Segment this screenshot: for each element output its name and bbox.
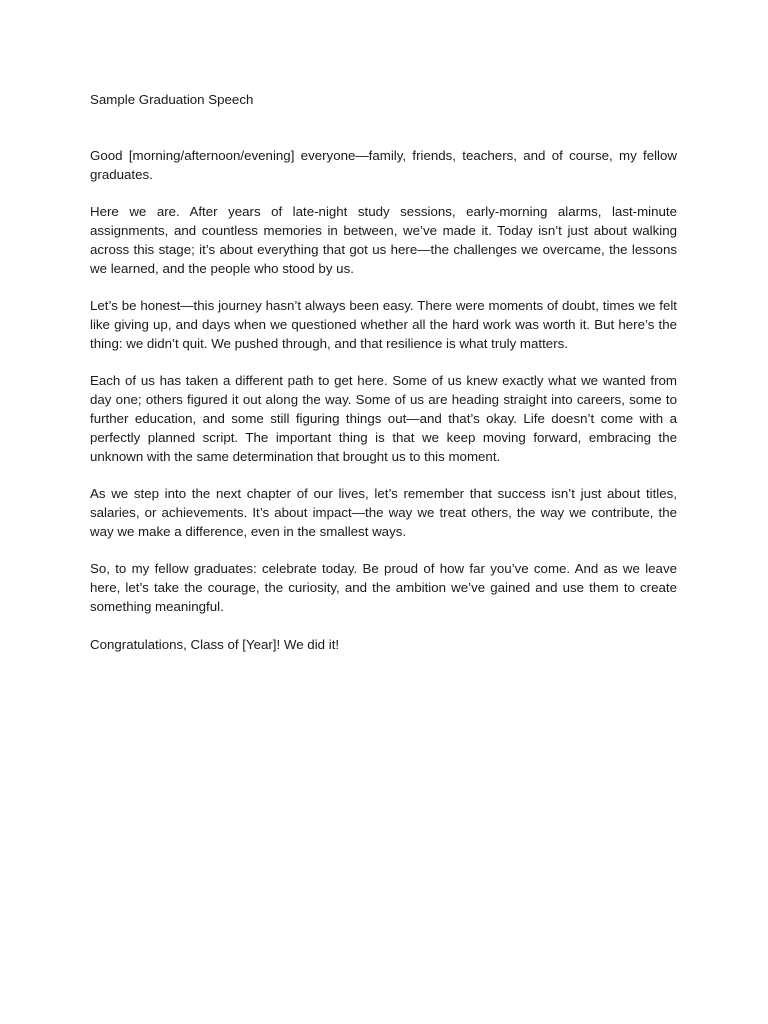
document-page	[90, 91, 677, 673]
paragraph-different-paths: Each of us has taken a different path to get here. Some of us knew exactly what we wanted from day one; others figured it out along the way. Some of us are heading straight into careers, some to further education, and some still figuring things out—and that’s okay. Life doesn’t come with a perfectly planned script. The important thing is that we keep moving forward, embracing the unknown with the same determination that brought us to this moment.	[90, 373, 677, 464]
paragraph-congratulations: Congratulations, Class of [Year]! We did it!	[90, 636, 340, 652]
paragraph-next-chapter: As we step into the next chapter of our lives, let’s remember that success isn’t just about titles, salaries, or achievements. It’s about impact—the way we treat others, the way we contribute, the way we make a difference, even in the smallest ways.	[90, 486, 677, 539]
document-title: Sample Graduation Speech	[90, 92, 254, 107]
paragraph-greeting: Good [morning/afternoon/evening] everyone—family, friends, teachers, and of course, my fellow graduates.	[90, 147, 677, 182]
paragraph-celebrate: So, to my fellow graduates: celebrate today. Be proud of how far you’ve come. And as we leave here, let’s take the courage, the curiosity, and the ambition we’ve gained and use them to create something meaningful.	[90, 561, 677, 614]
paragraph-here-we-are: Here we are. After years of late-night study sessions, early-morning alarms, last-minute assignments, and countless memories in between, we’ve made it. Today isn’t just about walking across this stage; it’s about everything that got us here—the challenges we overcame, the lessons we learned, and the people who stood by us.	[90, 204, 677, 276]
paragraph-honest: Let’s be honest—this journey hasn’t always been easy. There were moments of doubt, times we felt like giving up, and days when we questioned whether all the hard work was worth it. But here’s the thing: we didn’t quit. We pushed through, and that resilience is what truly matters.	[90, 298, 677, 351]
